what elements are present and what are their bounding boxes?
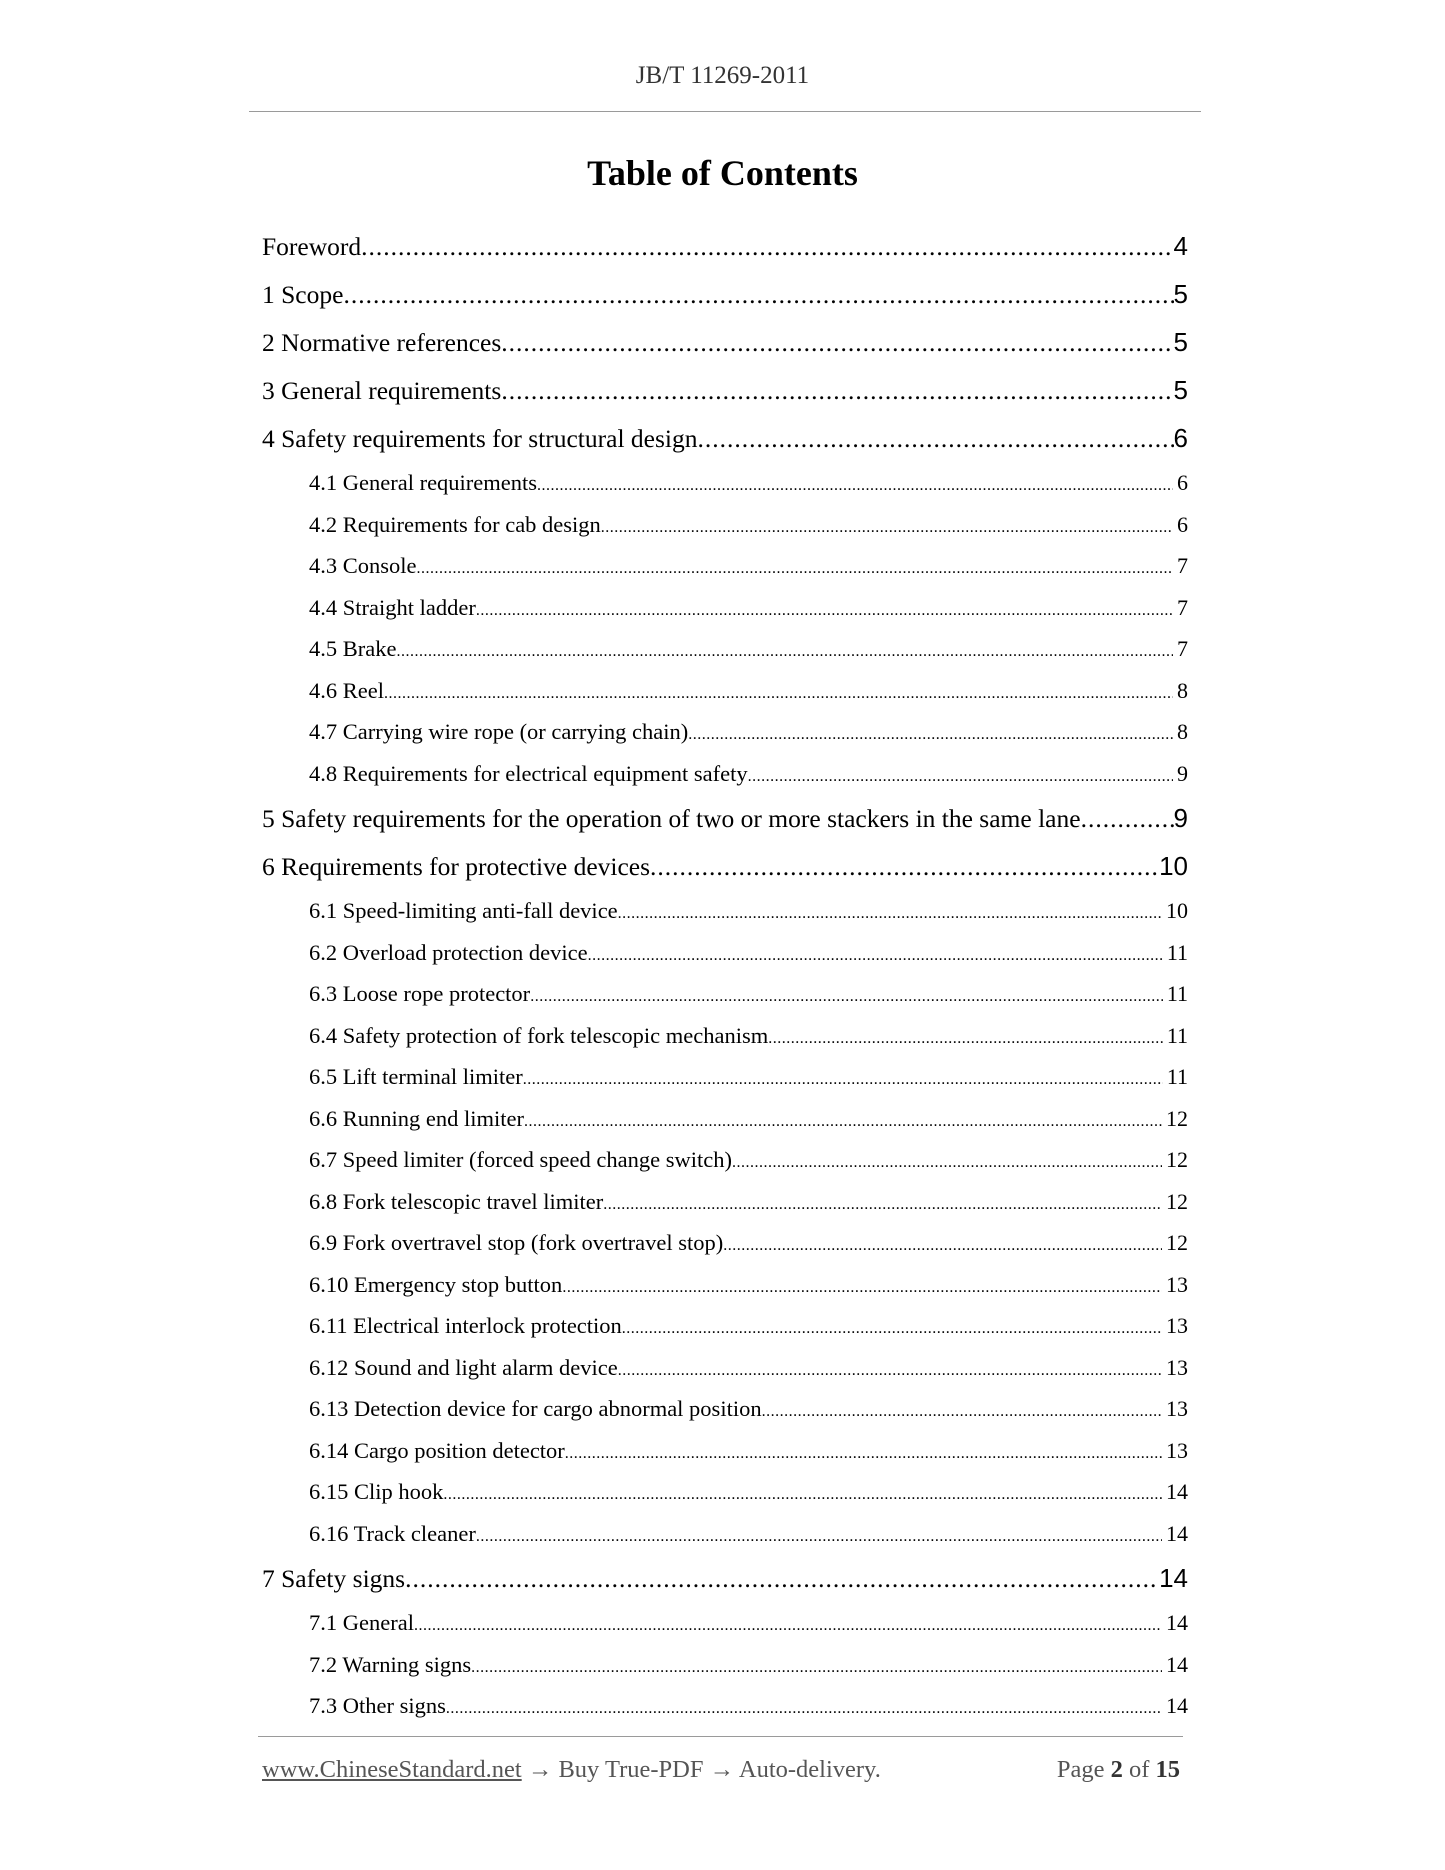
toc-dot-leader <box>723 1225 1162 1267</box>
toc-entry-page-number: 12 <box>1166 1188 1188 1214</box>
toc-entry-page-number: 12 <box>1166 1230 1188 1255</box>
toc-dot-leader <box>501 319 1173 367</box>
toc-entry-label: 6.9 Fork overtravel stop (fork overtravel stop) <box>309 1230 724 1255</box>
toc-entry-page-number: 7 <box>1177 594 1188 620</box>
toc-entry-section[interactable] <box>262 414 1188 462</box>
toc-entry-page-number: 14 <box>1166 1651 1188 1677</box>
toc-entry-label: 4.7 Carrying wire rope (or carrying chain) <box>309 719 689 744</box>
toc-entry-section[interactable] <box>262 794 1188 842</box>
toc-entry-page-number: 9 <box>1173 803 1188 833</box>
toc-dot-leader <box>768 1018 1163 1060</box>
toc-dot-leader <box>732 1142 1162 1184</box>
toc-entry-label: 6.1 Speed-limiting anti-fall device <box>309 898 618 923</box>
toc-entry-page-number: 13 <box>1166 1396 1188 1421</box>
toc-entry-subsection[interactable] <box>262 711 1188 753</box>
toc-dot-leader <box>565 1433 1162 1475</box>
toc-dot-leader <box>443 1474 1162 1516</box>
current-page-number: 2 <box>1110 1756 1123 1783</box>
toc-entry-label: 6.12 Sound and light alarm device <box>309 1354 618 1380</box>
toc-entry-label: 6.10 Emergency stop button <box>309 1271 563 1297</box>
toc-entry-label: 6.14 Cargo position detector <box>309 1437 565 1463</box>
toc-entry-subsection[interactable] <box>262 1098 1188 1140</box>
toc-entry-page-number: 4 <box>1173 231 1188 261</box>
toc-entry-subsection[interactable] <box>262 545 1188 587</box>
toc-entry-subsection[interactable] <box>262 1222 1188 1264</box>
toc-entry-label: 4.5 Brake <box>309 636 397 661</box>
toc-entry-page-number: 5 <box>1173 279 1188 309</box>
arrow-right-icon: → <box>709 1756 735 1783</box>
toc-entry-subsection[interactable] <box>262 1430 1188 1472</box>
toc-entry-subsection[interactable] <box>262 1139 1188 1181</box>
toc-entry-page-number: 8 <box>1177 677 1188 703</box>
toc-entry-page-number: 12 <box>1166 1147 1188 1172</box>
toc-entry-label: 6 Requirements for protective devices <box>262 852 651 881</box>
toc-entry-page-number: 5 <box>1173 327 1188 357</box>
toc-entry-page-number: 11 <box>1166 1064 1188 1089</box>
toc-entry-page-number: 6 <box>1173 423 1188 453</box>
toc-entry-subsection[interactable] <box>262 890 1188 932</box>
footer-divider <box>258 1736 1183 1737</box>
auto-delivery-text: Auto-delivery. <box>738 1756 881 1783</box>
footer-promo <box>262 1756 881 1784</box>
toc-dot-leader <box>414 1605 1162 1647</box>
toc-entry-page-number: 14 <box>1166 1693 1188 1718</box>
toc-entry-page-number: 11 <box>1166 981 1188 1006</box>
toc-entry-subsection[interactable] <box>262 973 1188 1015</box>
toc-entry-subsection[interactable] <box>262 1644 1188 1686</box>
toc-dot-leader <box>417 548 1173 590</box>
toc-dot-leader <box>618 893 1162 935</box>
toc-dot-leader <box>343 271 1173 319</box>
toc-entry-label: 4.4 Straight ladder <box>309 594 476 620</box>
toc-entry-subsection[interactable] <box>262 1513 1188 1555</box>
toc-dot-leader <box>476 590 1173 632</box>
toc-entry-subsection[interactable] <box>262 587 1188 629</box>
toc-entry-section[interactable] <box>262 318 1188 366</box>
toc-entry-subsection[interactable] <box>262 1388 1188 1430</box>
toc-entry-page-number: 5 <box>1173 375 1188 405</box>
toc-dot-leader <box>524 1101 1162 1143</box>
toc-entry-page-number: 7 <box>1177 553 1188 578</box>
toc-entry-section[interactable] <box>262 842 1188 890</box>
toc-entry-page-number: 7 <box>1177 636 1188 661</box>
toc-entry-page-number: 8 <box>1177 719 1188 744</box>
toc-dot-leader <box>537 465 1173 507</box>
toc-entry-page-number: 14 <box>1166 1479 1188 1504</box>
toc-entry-label: 4.2 Requirements for cab design <box>309 511 601 537</box>
toc-entry-label: 7.1 General <box>309 1610 414 1635</box>
toc-entry-subsection[interactable] <box>262 1181 1188 1223</box>
toc-entry-label: 7.2 Warning signs <box>309 1651 472 1677</box>
buy-pdf-link[interactable]: Buy True-PDF <box>558 1756 704 1783</box>
toc-entry-subsection[interactable] <box>262 932 1188 974</box>
toc-dot-leader <box>562 1267 1162 1309</box>
toc-entry-page-number: 11 <box>1166 1022 1188 1048</box>
toc-entry-label: 3 General requirements <box>262 376 502 405</box>
document-id-header: JB/T 11269-2011 <box>635 62 810 89</box>
toc-entry-label: 6.5 Lift terminal limiter <box>309 1064 523 1089</box>
page-indicator <box>1057 1756 1180 1784</box>
toc-entry-label: 6.15 Clip hook <box>309 1479 444 1504</box>
toc-entry-subsection[interactable] <box>262 1305 1188 1347</box>
toc-entry-label: 6.2 Overload protection device <box>309 939 588 965</box>
toc-dot-leader <box>446 1688 1162 1730</box>
toc-dot-leader <box>384 673 1173 715</box>
toc-dot-leader <box>501 367 1173 415</box>
total-pages-number: 15 <box>1155 1756 1180 1783</box>
toc-entry-section[interactable] <box>262 1554 1188 1602</box>
toc-entry-label: 4 Safety requirements for structural design <box>262 424 698 453</box>
toc-entry-subsection[interactable] <box>262 462 1188 504</box>
toc-entry-subsection[interactable] <box>262 753 1188 795</box>
toc-dot-leader <box>361 223 1173 271</box>
toc-entry-subsection[interactable] <box>262 504 1188 546</box>
toc-dot-leader <box>523 1059 1163 1101</box>
toc-dot-leader <box>650 843 1159 891</box>
toc-dot-leader <box>471 1647 1162 1689</box>
toc-entry-label: Foreword <box>262 232 362 261</box>
toc-entry-section[interactable] <box>262 222 1188 270</box>
toc-entry-subsection[interactable] <box>262 1015 1188 1057</box>
toc-entry-page-number: 10 <box>1166 898 1188 923</box>
toc-entry-label: 6.13 Detection device for cargo abnormal position <box>309 1396 762 1421</box>
toc-entry-page-number: 14 <box>1166 1610 1188 1635</box>
toc-entry-page-number: 9 <box>1177 760 1188 786</box>
toc-entry-label: 5 Safety requirements for the operation of two or more stackers in the same lane <box>262 804 1081 833</box>
table-of-contents <box>262 222 1188 1727</box>
toc-dot-leader <box>603 1184 1162 1226</box>
toc-entry-section[interactable] <box>262 366 1188 414</box>
toc-entry-page-number: 14 <box>1166 1520 1188 1546</box>
toc-entry-label: 7.3 Other signs <box>309 1693 446 1718</box>
toc-entry-page-number: 6 <box>1177 511 1188 537</box>
site-link[interactable]: www.ChineseStandard.net <box>262 1756 522 1783</box>
toc-entry-subsection[interactable] <box>262 1056 1188 1098</box>
toc-entry-page-number: 6 <box>1177 470 1188 495</box>
toc-entry-label: 7 Safety signs <box>262 1564 406 1593</box>
toc-entry-page-number: 12 <box>1166 1105 1188 1131</box>
arrow-right-icon: → <box>527 1756 553 1783</box>
toc-dot-leader <box>601 507 1173 549</box>
toc-entry-label: 6.3 Loose rope protector <box>309 981 531 1006</box>
toc-dot-leader <box>588 935 1163 977</box>
toc-entry-label: 4.6 Reel <box>309 677 384 703</box>
toc-entry-page-number: 10 <box>1159 851 1188 881</box>
toc-entry-label: 6.4 Safety protection of fork telescopic mechanism <box>309 1022 769 1048</box>
toc-entry-subsection[interactable] <box>262 1264 1188 1306</box>
toc-entry-label: 4.1 General requirements <box>309 470 538 495</box>
toc-entry-page-number: 14 <box>1159 1563 1188 1593</box>
toc-entry-label: 6.6 Running end limiter <box>309 1105 524 1131</box>
toc-entry-label: 6.7 Speed limiter (forced speed change switch) <box>309 1147 732 1172</box>
toc-entry-page-number: 13 <box>1166 1354 1188 1380</box>
toc-dot-leader <box>622 1308 1162 1350</box>
toc-entry-label: 2 Normative references <box>262 328 502 357</box>
toc-entry-label: 6.16 Track cleaner <box>309 1520 476 1546</box>
header-divider <box>249 111 1201 112</box>
toc-dot-leader <box>1081 795 1174 843</box>
toc-entry-subsection[interactable] <box>262 1347 1188 1389</box>
toc-entry-section[interactable] <box>262 270 1188 318</box>
toc-dot-leader <box>688 714 1173 756</box>
toc-dot-leader <box>698 415 1174 463</box>
toc-entry-label: 4.8 Requirements for electrical equipment safety <box>309 760 748 786</box>
toc-dot-leader <box>530 976 1163 1018</box>
toc-dot-leader <box>762 1391 1162 1433</box>
toc-dot-leader <box>396 631 1173 673</box>
toc-entry-page-number: 13 <box>1166 1437 1188 1463</box>
of-label: of <box>1128 1756 1150 1783</box>
toc-dot-leader <box>476 1516 1162 1558</box>
toc-entry-subsection[interactable] <box>262 1471 1188 1513</box>
toc-entry-subsection[interactable] <box>262 1602 1188 1644</box>
toc-entry-label: 4.3 Console <box>309 553 417 578</box>
page-title: Table of Contents <box>587 153 858 193</box>
toc-entry-label: 1 Scope <box>262 280 344 309</box>
toc-dot-leader <box>405 1555 1159 1603</box>
page-label: Page <box>1056 1756 1105 1783</box>
toc-entry-label: 6.8 Fork telescopic travel limiter <box>309 1188 604 1214</box>
toc-entry-page-number: 13 <box>1166 1313 1188 1338</box>
page-footer <box>262 1756 1180 1788</box>
toc-entry-subsection[interactable] <box>262 628 1188 670</box>
toc-dot-leader <box>748 756 1173 798</box>
toc-entry-page-number: 11 <box>1166 939 1188 965</box>
toc-dot-leader <box>618 1350 1162 1392</box>
toc-entry-subsection[interactable] <box>262 1685 1188 1727</box>
toc-entry-label: 6.11 Electrical interlock protection <box>309 1313 622 1338</box>
toc-entry-page-number: 13 <box>1166 1271 1188 1297</box>
toc-entry-subsection[interactable] <box>262 670 1188 712</box>
